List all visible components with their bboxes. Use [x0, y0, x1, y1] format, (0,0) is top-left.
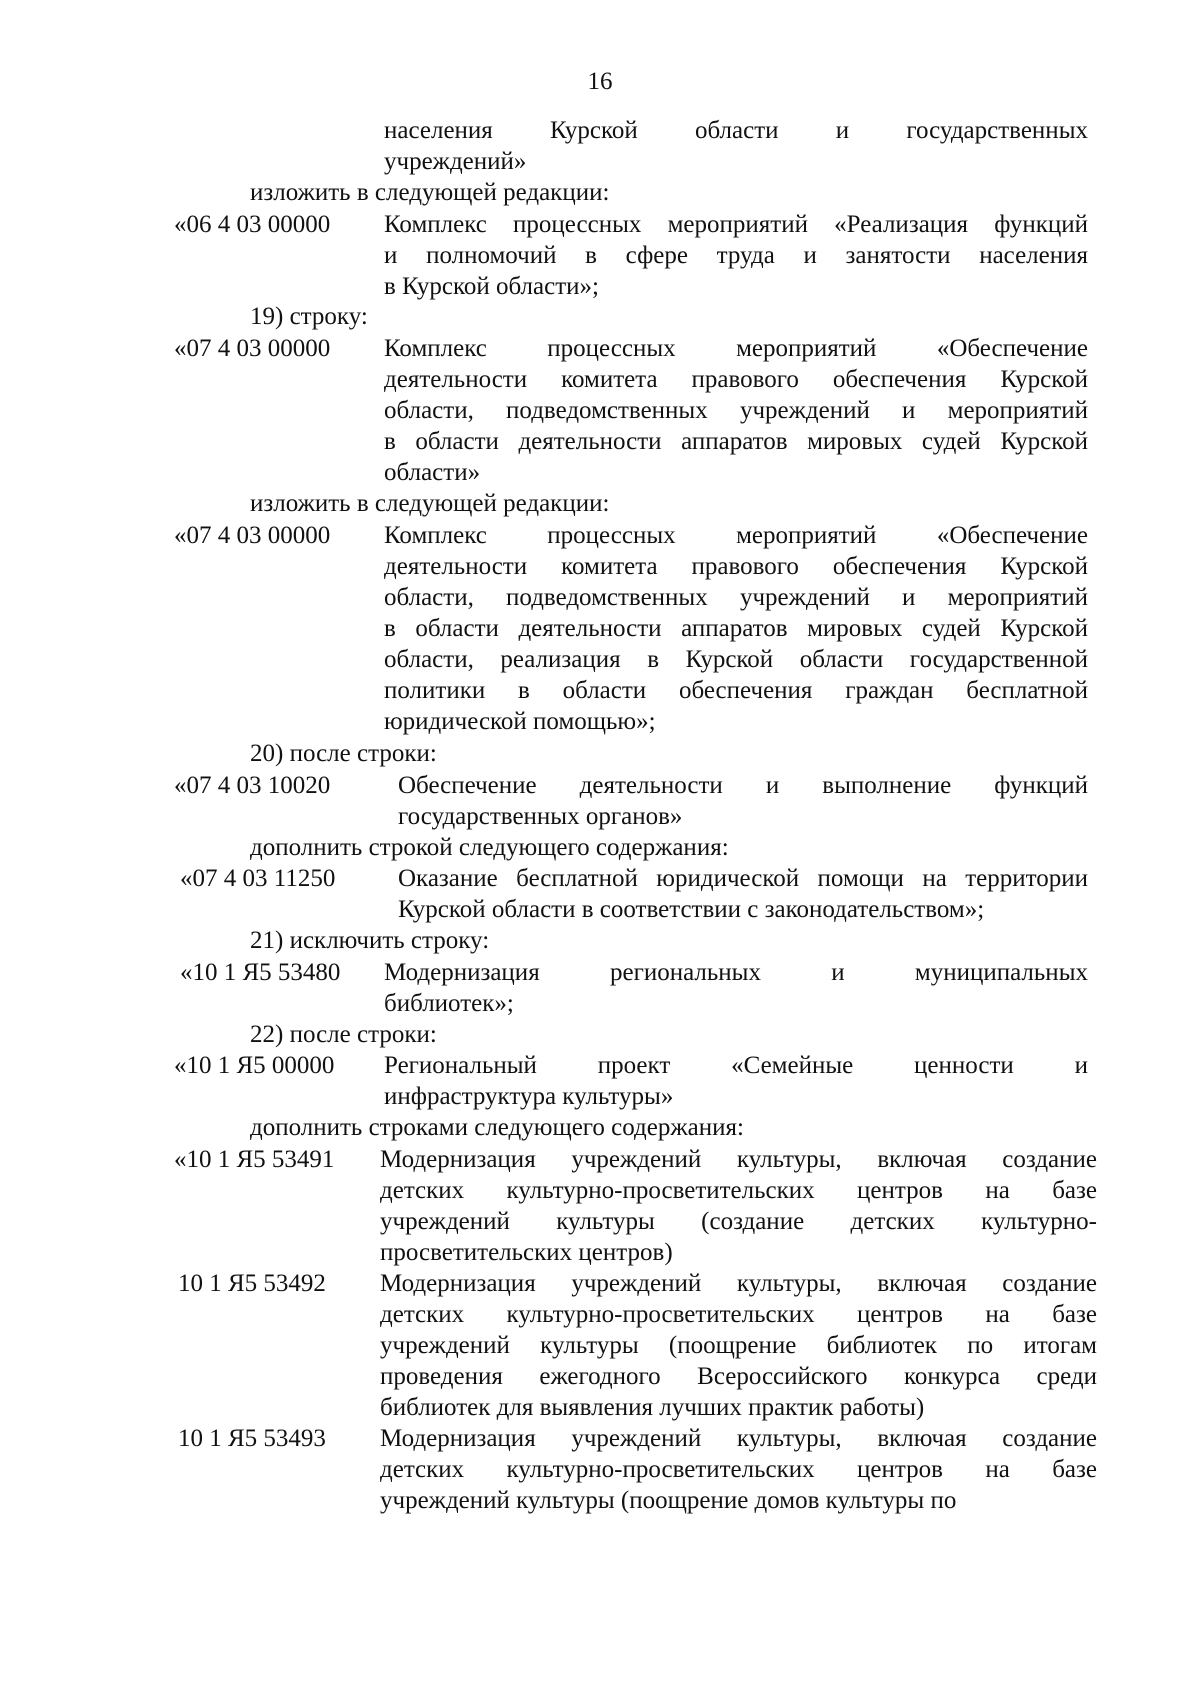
entry-code: «10 1 Я5 53491	[174, 1146, 335, 1173]
description-line: в области деятельности аппаратов мировых судей Курской	[384, 428, 1088, 455]
description-line: деятельности комитета правового обеспечения Курской	[384, 553, 1088, 580]
description-line: детских культурно-просветительских центров на базе	[380, 1301, 1097, 1328]
description-line: юридической помощью»;	[384, 708, 656, 735]
entry-description	[384, 115, 1088, 177]
instruction-line: изложить в следующей редакции:	[250, 179, 610, 206]
description-line: в Курской области»;	[384, 273, 599, 300]
entry-description	[398, 770, 1088, 832]
description-line: проведения ежегодного Всероссийского конкурса среди	[380, 1363, 1097, 1390]
description-line: Модернизация учреждений культуры, включая создание	[380, 1146, 1097, 1173]
description-line: Модернизация учреждений культуры, включая создание	[380, 1270, 1097, 1297]
description-line: Региональный проект «Семейные ценности и	[384, 1052, 1088, 1079]
description-line: в области деятельности аппаратов мировых судей Курской	[384, 615, 1088, 642]
entry-description	[384, 520, 1088, 737]
entry-description	[398, 863, 1088, 925]
description-line: учреждений культуры (поощрение домов культуры по	[380, 1487, 957, 1514]
description-line: области»	[384, 459, 481, 486]
instruction-line: 22) после строки:	[250, 1021, 437, 1048]
entry-description	[380, 1144, 1097, 1268]
entry-code: «10 1 Я5 00000	[174, 1052, 335, 1079]
instruction-line: 19) строку:	[250, 303, 368, 330]
description-line: области, подведомственных учреждений и мероприятий	[384, 584, 1088, 611]
description-line: государственных органов»	[398, 803, 683, 830]
entry-code: «07 4 03 11250	[180, 865, 336, 892]
description-line: Оказание бесплатной юридической помощи на территории	[398, 865, 1088, 892]
instruction-line: изложить в следующей редакции:	[250, 490, 610, 517]
description-line: Модернизация учреждений культуры, включая создание	[380, 1425, 1097, 1452]
entry-code: «07 4 03 00000	[174, 335, 331, 362]
entry-code: «06 4 03 00000	[174, 211, 331, 238]
entry-description	[380, 1268, 1097, 1423]
entry-description	[384, 209, 1088, 302]
description-line: деятельности комитета правового обеспечения Курской	[384, 366, 1088, 393]
description-line: Комплекс процессных мероприятий «Реализация функций	[384, 211, 1088, 238]
description-line: Курской области в соответствии с законодательством»;	[398, 896, 985, 923]
entry-code: 10 1 Я5 53493	[178, 1425, 326, 1452]
description-line: учреждений»	[384, 148, 527, 175]
description-line: политики в области обеспечения граждан бесплатной	[384, 677, 1088, 704]
instruction-line: 20) после строки:	[250, 740, 437, 767]
instruction-line: 21) исключить строку:	[250, 927, 490, 954]
entry-code: «07 4 03 00000	[174, 522, 331, 549]
description-line: инфраструктура культуры»	[384, 1083, 674, 1110]
description-line: детских культурно-просветительских центров на базе	[380, 1177, 1097, 1204]
entry-code: «10 1 Я5 53480	[180, 959, 341, 986]
description-line: области, реализация в Курской области государственной	[384, 646, 1088, 673]
description-line: Обеспечение деятельности и выполнение функций	[398, 772, 1088, 799]
entry-description	[384, 957, 1088, 1019]
entry-description	[380, 1423, 1097, 1516]
description-line: Комплекс процессных мероприятий «Обеспечение	[384, 335, 1088, 362]
instruction-line: дополнить строкой следующего содержания:	[250, 834, 729, 861]
description-line: учреждений культуры (поощрение библиотек по итогам	[380, 1332, 1097, 1359]
description-line: Модернизация региональных и муниципальных	[384, 959, 1088, 986]
description-line: библиотек для выявления лучших практик работы)	[380, 1394, 925, 1421]
description-line: и полномочий в сфере труда и занятости населения	[384, 242, 1088, 269]
entry-description	[384, 1050, 1088, 1112]
entry-code: «07 4 03 10020	[174, 772, 331, 799]
instruction-line: дополнить строками следующего содержания:	[250, 1114, 744, 1141]
entry-description	[384, 333, 1088, 488]
description-line: просветительских центров)	[380, 1239, 673, 1266]
entry-code: 10 1 Я5 53492	[178, 1270, 326, 1297]
page-number: 16	[587, 68, 613, 95]
description-line: библиотек»;	[384, 990, 514, 1017]
description-line: населения Курской области и государственных	[384, 117, 1088, 144]
description-line: учреждений культуры (создание детских культурно-	[380, 1208, 1097, 1235]
description-line: детских культурно-просветительских центров на базе	[380, 1456, 1097, 1483]
description-line: области, подведомственных учреждений и мероприятий	[384, 397, 1088, 424]
description-line: Комплекс процессных мероприятий «Обеспечение	[384, 522, 1088, 549]
